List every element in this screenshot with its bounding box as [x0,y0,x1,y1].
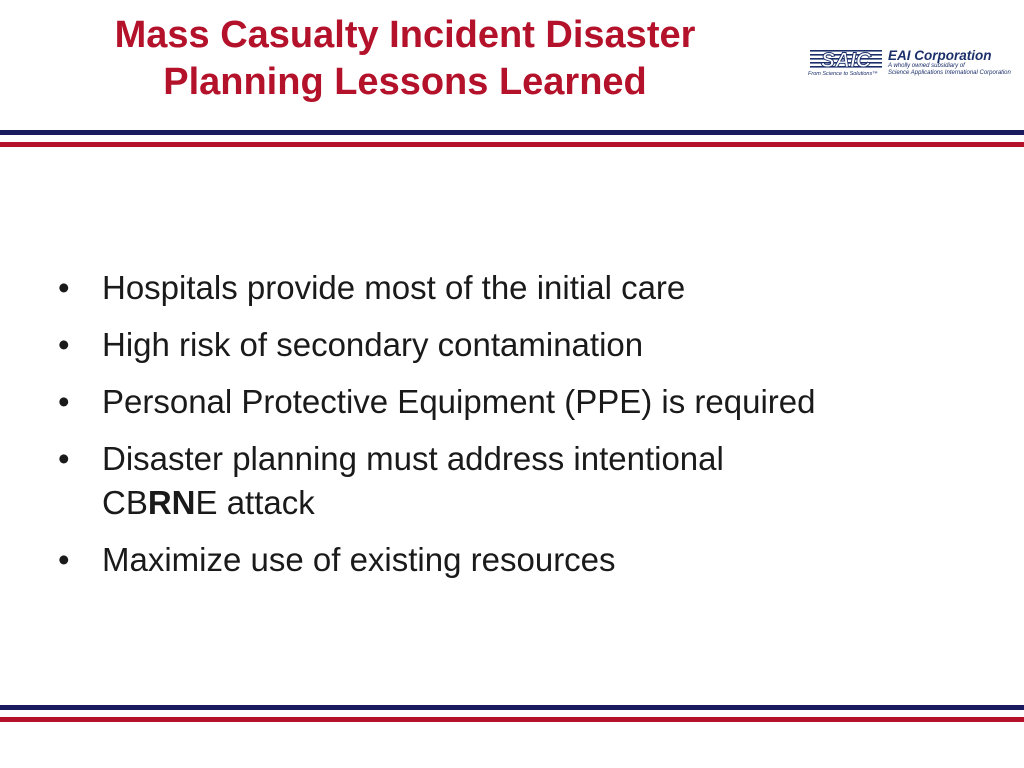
bullet-list [58,266,988,595]
eai-subtitle-line-2: Science Applications International Corporation [888,70,1011,76]
bullet-icon: • [58,541,70,578]
bullet-item [58,266,988,310]
header-rule-navy [0,130,1024,135]
saic-tagline: From Science to Solutions™ [808,71,878,77]
bullet-text: Hospitals provide most of the initial care [102,269,686,306]
bullet-text: High risk of secondary contamination [102,326,644,363]
bullet-icon: • [58,440,70,477]
saic-logo-icon [808,46,884,86]
bullet-item [58,538,988,582]
bullet-text-suffix: E attack [195,484,315,521]
footer-rule-navy [0,705,1024,710]
footer-rule-red [0,717,1024,722]
slide-title-line-1: Mass Casualty Incident Disaster [114,14,696,56]
eai-logo-text [888,48,1022,77]
bullet-text-prefix: CB [102,484,148,521]
bullet-text: Maximize use of existing resources [102,541,616,578]
header-rule-red [0,142,1024,147]
eai-name: EAI Corporation [888,48,992,63]
bullet-icon: • [58,326,70,363]
company-logo [808,46,1020,86]
bullet-icon: • [58,269,70,306]
bullet-item [58,380,988,424]
bullet-text-line-1: Disaster planning must address intentional [102,440,724,477]
bullet-icon: • [58,383,70,420]
saic-mark: SAIC [820,49,872,72]
bullet-text-bold: RN [147,484,196,521]
slide-title-line-2: Planning Lessons Learned [163,61,647,103]
slide-title [30,12,780,106]
bullet-text: Personal Protective Equipment (PPE) is required [102,383,816,420]
eai-subtitle-line-1: A wholly owned subsidiary of [888,63,965,69]
bullet-item [58,437,988,525]
bullet-item [58,323,988,367]
